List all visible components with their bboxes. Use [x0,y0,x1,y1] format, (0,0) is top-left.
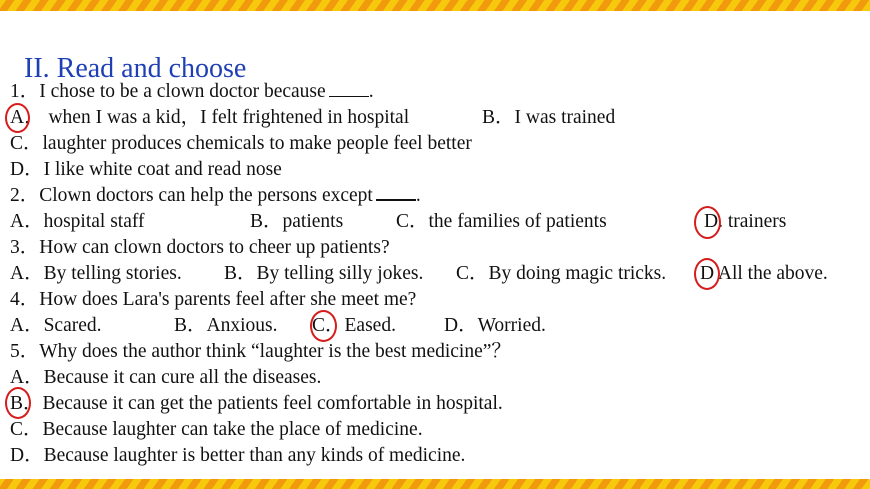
top-decorative-stripe [0,0,870,11]
bottom-decorative-stripe [0,479,870,489]
question-4-stem: 4．How does Lara's parents feel after she meet me? [10,289,417,310]
question-5-option-c: C．Because laughter can take the place of medicine. [10,419,423,440]
question-5-stem: 5．Why does the author think “laughter is the best medicine”？ [10,341,511,362]
question-3-option-c: C．By doing magic tricks. [456,263,667,284]
question-3-stem: 3．How can clown doctors to cheer up patients? [10,237,390,258]
slide-title: II. Read and choose [24,53,247,84]
question-3-option-a: A．By telling stories. [10,263,182,284]
question-1-option-d: D．I like white coat and read nose [10,159,282,180]
question-3-option-b: B．By telling silly jokes. [224,263,424,284]
question-3-option-d: D All the above. [700,263,828,284]
question-5-option-a: A．Because it can cure all the diseases. [10,367,322,388]
question-4-option-d: D．Worried. [444,315,546,336]
question-4-option-a: A．Scared. [10,315,102,336]
answer-circle-q5 [5,387,31,419]
answer-blank [329,82,369,97]
question-1-option-c: C．laughter produces chemicals to make people feel better [10,133,472,154]
question-1-option-a: A． when I was a kid，I felt frightened in hospital [10,107,410,128]
answer-blank [376,185,416,201]
question-1-option-b: B．I was trained [482,107,616,128]
answer-circle-q4 [310,310,337,342]
answer-circle-q3 [694,258,720,290]
question-5-option-d: D．Because laughter is better than any kinds of medicine. [10,445,466,466]
answer-circle-q1 [5,103,30,133]
question-2-option-a: A．hospital staff [10,211,145,232]
question-2-stem: 2．Clown doctors can help the persons except . [10,185,421,206]
question-5-option-b: B．Because it can get the patients feel comfortable in hospital. [10,393,503,414]
question-1-stem: 1．I chose to be a clown doctor because . [10,81,374,102]
question-2-option-d: D. trainers [704,211,787,232]
question-2-option-b: B．patients [250,211,344,232]
question-2-option-c: C．the families of patients [396,211,607,232]
answer-circle-q2 [694,206,721,239]
question-4-option-b: B．Anxious. [174,315,278,336]
question-4-option-c: C．Eased. [312,315,396,336]
